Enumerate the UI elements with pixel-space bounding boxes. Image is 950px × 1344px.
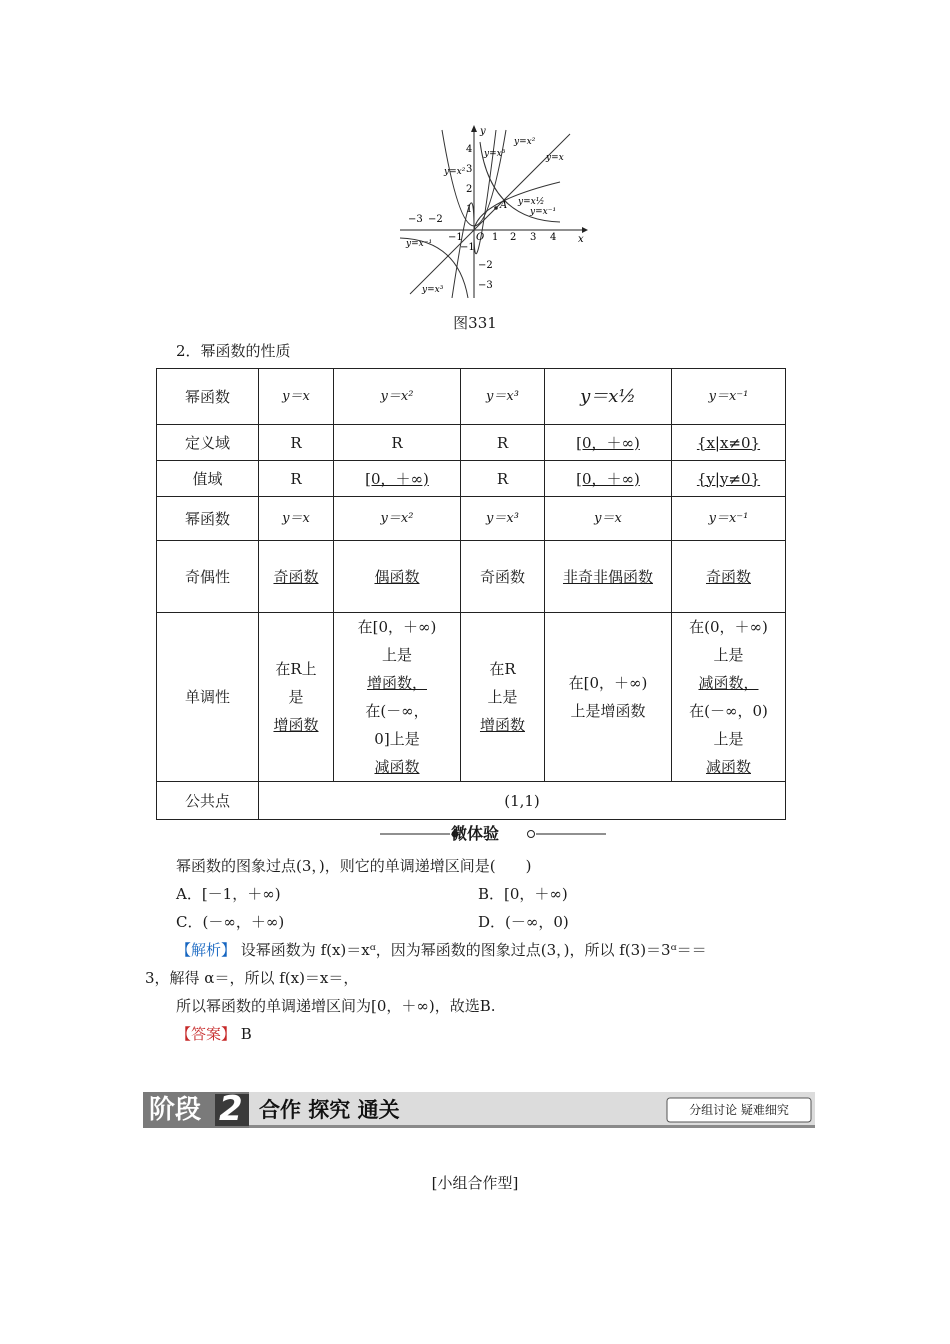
x-tick: −2 (428, 214, 443, 225)
answer-value: B (240, 1025, 252, 1043)
row-label: 值域 (157, 461, 259, 497)
curve-label-x2-left: y=x² (444, 167, 466, 177)
table-cell: {x|x≠0} (672, 425, 786, 461)
curve-label-x: y=x (546, 153, 564, 163)
analysis-text: 设幂函数为 f(x)＝xᵅ，因为幂函数的图象过点(3，)，所以 f(3)＝3ᵅ＝＝ (240, 941, 707, 959)
option-a: A．[－1，＋∞) (176, 885, 281, 903)
x-tick: −3 (408, 214, 423, 225)
table-cell (259, 613, 334, 782)
table-cell: y＝x (545, 497, 672, 541)
table-cell: 非奇非偶函数 (545, 541, 672, 613)
row-label: 单调性 (157, 613, 259, 782)
column-header: y＝x² (334, 369, 461, 425)
x-tick: 2 (510, 232, 517, 243)
table-cell: 奇函数 (461, 541, 545, 613)
table-cell: R (259, 425, 334, 461)
figure-caption: 图331 (453, 314, 497, 332)
curve-label-x2: y=x² (514, 137, 536, 147)
column-header: y＝x³ (461, 369, 545, 425)
section-label: [小组合作型] (431, 1174, 519, 1192)
cell-line: 0]上是 (374, 730, 420, 748)
table-cell: y＝x⁻¹ (672, 497, 786, 541)
common-point-cell: (1,1) (259, 782, 786, 820)
column-header: y＝x (259, 369, 334, 425)
curve-label-x3-left: y=x³ (422, 285, 444, 295)
cell-line: 在R (489, 660, 516, 678)
stage-banner (143, 1089, 815, 1129)
x-tick: 3 (530, 232, 537, 243)
cell-line: 在(0，＋∞) (689, 618, 768, 636)
table-cell: R (461, 425, 545, 461)
cell-line: 在[0，＋∞) (568, 674, 648, 692)
row-label: 奇偶性 (157, 541, 259, 613)
cell-line: 上是 (713, 646, 744, 664)
option-c: C．(－∞，＋∞) (176, 913, 285, 931)
table-row (157, 461, 786, 497)
table-cell: R (461, 461, 545, 497)
section-heading: 2．幂函数的性质 (176, 342, 291, 360)
answer-tag: 【答案】 (176, 1025, 237, 1043)
x-tick: 1 (492, 232, 499, 243)
y-tick: 4 (466, 144, 473, 155)
y-tick: 3 (466, 164, 473, 175)
banner-title: 合作 探究 通关 (259, 1097, 400, 1122)
table-row (157, 369, 786, 425)
column-header: y＝x⁻¹ (672, 369, 786, 425)
curve-label-x3: y=x³ (484, 149, 506, 159)
properties-table (156, 368, 786, 820)
table-cell: 奇函数 (672, 541, 786, 613)
analysis-line-2: 3，解得 α＝，所以 f(x)＝x＝， (145, 969, 359, 987)
table-row (157, 782, 786, 820)
column-header: y＝x½ (545, 369, 672, 425)
table-cell: [0，＋∞) (334, 461, 461, 497)
table-cell: {y|y≠0} (672, 461, 786, 497)
cell-line: 减函数 (705, 758, 751, 776)
row-label: 公共点 (157, 782, 259, 820)
cell-line: 减函数， (698, 674, 759, 692)
y-tick: 1 (466, 204, 473, 215)
table-row (157, 541, 786, 613)
table-cell: R (334, 425, 461, 461)
row-label: 定义域 (157, 425, 259, 461)
y-tick: −2 (478, 260, 493, 271)
analysis-line-3: 所以幂函数的单调递增区间为[0，＋∞)，故选B. (176, 997, 496, 1015)
y-tick: 2 (466, 184, 473, 195)
cell-line: 在(－∞，0) (689, 702, 768, 720)
divider-label: 微体验 (450, 824, 499, 843)
table-cell (545, 613, 672, 782)
cell-line: 在R上 (275, 660, 317, 678)
x-tick: −1 (448, 232, 463, 243)
stage-number: 2 (219, 1089, 243, 1129)
y-tick: −3 (478, 280, 493, 291)
analysis-line-1 (176, 936, 707, 964)
option-d: D．(－∞，0) (478, 913, 569, 931)
cell-line: 增函数 (479, 716, 525, 734)
curve-label-sqrt: y=x½ (518, 197, 545, 207)
table-cell: [0，＋∞) (545, 425, 672, 461)
stage-text: 阶段 (149, 1095, 202, 1125)
y-tick: −1 (460, 242, 475, 253)
y-axis-label: y (480, 126, 486, 137)
banner-tag: 分组讨论 疑难细究 (689, 1103, 789, 1117)
analysis-tag: 【解析】 (176, 941, 237, 959)
cell-line: 上是 (487, 688, 518, 706)
cell-line: 在(－∞， (365, 702, 429, 720)
cell-line: 增函数 (273, 716, 319, 734)
cell-line: 减函数 (374, 758, 420, 776)
table-cell (334, 613, 461, 782)
x-axis-label: x (578, 234, 584, 245)
table-row (157, 425, 786, 461)
power-function-graph (400, 122, 590, 298)
point-a-label: A (500, 200, 508, 211)
table-cell (672, 613, 786, 782)
row-label: 幂函数 (157, 369, 259, 425)
table-cell: y＝x³ (461, 497, 545, 541)
cell-line: 上是增函数 (570, 702, 646, 720)
table-row (157, 497, 786, 541)
cell-line: 在[0，＋∞) (357, 618, 437, 636)
cell-line: 是 (288, 688, 304, 706)
table-cell: 奇函数 (259, 541, 334, 613)
question-stem: 幂函数的图象过点(3，)，则它的单调递增区间是( ) (176, 857, 532, 875)
table-cell: R (259, 461, 334, 497)
option-b: B．[0，＋∞) (478, 885, 568, 903)
table-cell: 偶函数 (334, 541, 461, 613)
table-cell: y＝x² (334, 497, 461, 541)
table-row (157, 613, 786, 782)
origin-label: O (476, 232, 485, 243)
cell-line: 上是 (381, 646, 412, 664)
table-cell: [0，＋∞) (545, 461, 672, 497)
cell-line: 增函数， (366, 674, 427, 692)
answer-line (176, 1020, 252, 1048)
curve-label-inverse-left: y=x⁻¹ (406, 239, 433, 249)
curve-label-inverse: y=x⁻¹ (530, 207, 557, 217)
table-cell: y＝x (259, 497, 334, 541)
cell-line: 上是 (713, 730, 744, 748)
row-label: 幂函数 (157, 497, 259, 541)
table-cell (461, 613, 545, 782)
x-tick: 4 (550, 232, 557, 243)
